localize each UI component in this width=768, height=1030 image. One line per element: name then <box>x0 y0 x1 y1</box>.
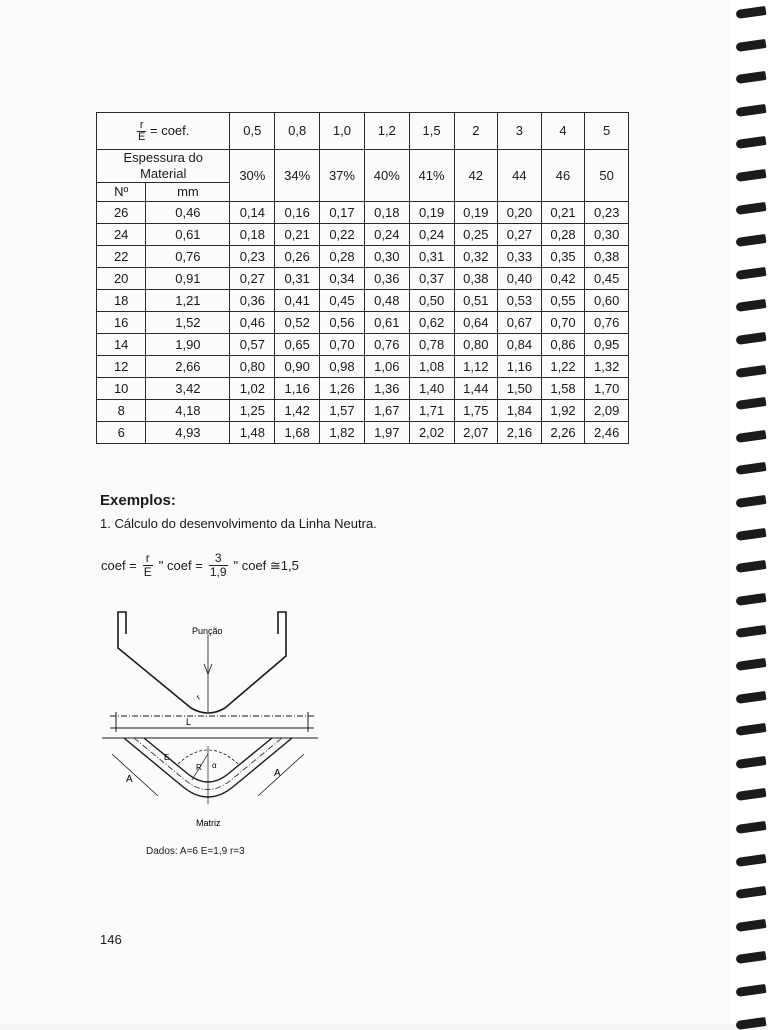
table-cell: 0,78 <box>409 334 454 356</box>
table-cell: 0,50 <box>409 290 454 312</box>
formula-fraction-2 <box>209 552 228 579</box>
table-cell: 0,45 <box>320 290 365 312</box>
table-cell: 0,14 <box>230 202 275 224</box>
big-radius-label: R <box>196 763 202 772</box>
spiral-coil <box>736 691 767 704</box>
table-cell: 0,45 <box>585 268 629 290</box>
table-cell: 0,38 <box>585 246 629 268</box>
percent-value: 50 <box>585 150 629 202</box>
spiral-coil <box>736 267 767 280</box>
ratio-value: 0,8 <box>275 113 320 150</box>
table-cell: 1,32 <box>585 356 629 378</box>
table-cell: 0,55 <box>541 290 585 312</box>
table-cell: 2,46 <box>585 422 629 444</box>
table-cell: 1,42 <box>275 400 320 422</box>
thickness-label: E <box>164 753 170 762</box>
punch-radius-label: r <box>194 692 203 702</box>
table-cell: 0,56 <box>320 312 365 334</box>
table-cell: 0,19 <box>454 202 498 224</box>
table-cell: 0,30 <box>585 224 629 246</box>
alpha-label: α <box>212 761 217 770</box>
table-cell: 0,41 <box>275 290 320 312</box>
spiral-coil <box>736 299 767 312</box>
table-cell: 0,20 <box>498 202 542 224</box>
table-cell: 0,80 <box>454 334 498 356</box>
spiral-coil <box>736 234 767 247</box>
table-cell: 1,02 <box>230 378 275 400</box>
table-row <box>97 422 629 444</box>
table-cell: 0,24 <box>364 224 409 246</box>
table-cell: 0,98 <box>320 356 365 378</box>
table-cell: 2,07 <box>454 422 498 444</box>
formula-label-1: coef = <box>101 558 137 573</box>
thickness-mm: 1,21 <box>146 290 230 312</box>
table-cell: 1,44 <box>454 378 498 400</box>
table-cell: 0,23 <box>585 202 629 224</box>
percent-value: 44 <box>498 150 542 202</box>
table-cell: 0,25 <box>454 224 498 246</box>
spiral-coil <box>736 560 767 573</box>
table-cell: 1,08 <box>409 356 454 378</box>
puncao-label: Punção <box>192 626 223 636</box>
table-cell: 1,82 <box>320 422 365 444</box>
ratio-header-row <box>97 113 629 150</box>
table-cell: 1,67 <box>364 400 409 422</box>
table-cell: 0,27 <box>230 268 275 290</box>
spiral-coil <box>736 430 767 443</box>
matriz-label: Matriz <box>196 818 221 828</box>
table-cell: 2,16 <box>498 422 542 444</box>
table-row <box>97 202 629 224</box>
table-cell: 2,09 <box>585 400 629 422</box>
table-cell: 0,46 <box>230 312 275 334</box>
table-cell: 0,53 <box>498 290 542 312</box>
gauge-number: 22 <box>97 246 146 268</box>
spiral-coil <box>736 365 767 378</box>
table-cell: 1,70 <box>585 378 629 400</box>
thickness-mm: 1,52 <box>146 312 230 334</box>
table-cell: 0,67 <box>498 312 542 334</box>
percent-value: 46 <box>541 150 585 202</box>
table-cell: 1,25 <box>230 400 275 422</box>
table-cell: 0,42 <box>541 268 585 290</box>
ratio-value: 2 <box>454 113 498 150</box>
table-row <box>97 224 629 246</box>
spiral-coil <box>736 984 767 997</box>
formula-num-1: r <box>143 552 153 566</box>
table-cell: 0,28 <box>320 246 365 268</box>
table-cell: 0,86 <box>541 334 585 356</box>
material-label-cell <box>97 150 230 183</box>
spiral-coil <box>736 202 767 215</box>
table-cell: 0,18 <box>364 202 409 224</box>
spiral-coil <box>736 104 767 117</box>
table-row <box>97 246 629 268</box>
table-cell: 2,02 <box>409 422 454 444</box>
table-cell: 1,40 <box>409 378 454 400</box>
formula-label-2: " coef = <box>158 558 203 573</box>
ratio-value: 3 <box>498 113 542 150</box>
table-cell: 0,90 <box>275 356 320 378</box>
table-cell: 1,36 <box>364 378 409 400</box>
gauge-number: 12 <box>97 356 146 378</box>
table-cell: 0,60 <box>585 290 629 312</box>
a-right-label: A <box>274 768 281 779</box>
thickness-mm: 4,93 <box>146 422 230 444</box>
table-cell: 0,51 <box>454 290 498 312</box>
table-cell: 1,71 <box>409 400 454 422</box>
table-cell: 0,30 <box>364 246 409 268</box>
spiral-coil <box>736 462 767 475</box>
table-cell: 0,84 <box>498 334 542 356</box>
spiral-coil <box>736 658 767 671</box>
spiral-coil <box>736 495 767 508</box>
bending-diagram <box>96 604 326 836</box>
table-cell: 0,70 <box>541 312 585 334</box>
spiral-coil <box>736 169 767 182</box>
gauge-number: 24 <box>97 224 146 246</box>
column-mm-header: mm <box>146 183 230 202</box>
table-cell: 1,48 <box>230 422 275 444</box>
coefficient-table <box>96 112 629 444</box>
table-row <box>97 378 629 400</box>
table-cell: 1,57 <box>320 400 365 422</box>
percent-value: 37% <box>320 150 365 202</box>
thickness-mm: 2,66 <box>146 356 230 378</box>
material-label-1: Espessura do <box>123 150 203 165</box>
table-cell: 0,23 <box>230 246 275 268</box>
table-cell: 1,16 <box>498 356 542 378</box>
table-cell: 0,61 <box>364 312 409 334</box>
thickness-mm: 4,18 <box>146 400 230 422</box>
table-cell: 0,36 <box>230 290 275 312</box>
table-cell: 0,18 <box>230 224 275 246</box>
table-cell: 0,57 <box>230 334 275 356</box>
ratio-value: 1,2 <box>364 113 409 150</box>
table-cell: 0,37 <box>409 268 454 290</box>
given-data: Dados: A=6 E=1,9 r=3 <box>146 846 245 857</box>
table-cell: 0,35 <box>541 246 585 268</box>
spiral-coil <box>736 951 767 964</box>
table-cell: 0,27 <box>498 224 542 246</box>
thickness-mm: 0,76 <box>146 246 230 268</box>
spiral-coil <box>736 723 767 736</box>
page-number: 146 <box>100 932 122 947</box>
table-cell: 0,76 <box>364 334 409 356</box>
spiral-coil <box>736 919 767 932</box>
formula-den-1: E <box>143 565 152 579</box>
table-cell: 0,76 <box>585 312 629 334</box>
ratio-suffix: = coef. <box>150 122 190 138</box>
percent-value: 40% <box>364 150 409 202</box>
gauge-number: 26 <box>97 202 146 224</box>
table-cell: 1,26 <box>320 378 365 400</box>
table-cell: 1,84 <box>498 400 542 422</box>
spiral-coil <box>736 854 767 867</box>
table-cell: 0,28 <box>541 224 585 246</box>
spiral-coil <box>736 136 767 149</box>
spiral-coil <box>736 397 767 410</box>
ratio-fraction <box>137 120 146 143</box>
table-cell: 0,40 <box>498 268 542 290</box>
ratio-value: 5 <box>585 113 629 150</box>
material-label-2: Material <box>140 166 187 181</box>
thickness-mm: 0,61 <box>146 224 230 246</box>
table-cell: 1,75 <box>454 400 498 422</box>
a-left-label: A <box>126 774 133 785</box>
formula-fraction-1 <box>143 552 153 579</box>
spiral-coil <box>736 528 767 541</box>
spiral-coil <box>736 625 767 638</box>
gauge-number: 6 <box>97 422 146 444</box>
table-cell: 0,31 <box>275 268 320 290</box>
examples-title: Exemplos: <box>100 492 176 509</box>
table-cell: 1,06 <box>364 356 409 378</box>
table-row <box>97 400 629 422</box>
table-cell: 2,26 <box>541 422 585 444</box>
formula-num-2: 3 <box>209 552 228 566</box>
table-cell: 1,22 <box>541 356 585 378</box>
table-cell: 0,95 <box>585 334 629 356</box>
table-cell: 0,33 <box>498 246 542 268</box>
formula-result: " coef ≅1,5 <box>233 557 299 573</box>
table-cell: 0,32 <box>454 246 498 268</box>
ratio-header-cell <box>97 113 230 150</box>
table-cell: 1,92 <box>541 400 585 422</box>
thickness-mm: 3,42 <box>146 378 230 400</box>
table-cell: 0,65 <box>275 334 320 356</box>
thickness-mm: 0,46 <box>146 202 230 224</box>
material-row <box>97 150 629 183</box>
table-row <box>97 290 629 312</box>
spiral-coil <box>736 886 767 899</box>
table-cell: 0,17 <box>320 202 365 224</box>
table-row <box>97 268 629 290</box>
table-cell: 0,62 <box>409 312 454 334</box>
percent-value: 41% <box>409 150 454 202</box>
table-cell: 0,70 <box>320 334 365 356</box>
ratio-den: E <box>138 130 146 143</box>
spiral-coil <box>736 821 767 834</box>
table-cell: 0,24 <box>409 224 454 246</box>
spiral-coil <box>736 788 767 801</box>
example-item-1: 1. Cálculo do desenvolvimento da Linha Neutra. <box>100 516 377 531</box>
spiral-coil <box>736 6 767 19</box>
table-cell: 0,64 <box>454 312 498 334</box>
table-cell: 0,16 <box>275 202 320 224</box>
table-cell: 0,48 <box>364 290 409 312</box>
formula-den-2: 1,9 <box>209 565 227 579</box>
table-cell: 0,31 <box>409 246 454 268</box>
gauge-number: 16 <box>97 312 146 334</box>
ratio-value: 0,5 <box>230 113 275 150</box>
percent-value: 42 <box>454 150 498 202</box>
table-cell: 0,80 <box>230 356 275 378</box>
table-cell: 0,19 <box>409 202 454 224</box>
table-row <box>97 334 629 356</box>
table-cell: 0,52 <box>275 312 320 334</box>
ratio-value: 1,5 <box>409 113 454 150</box>
table-row <box>97 356 629 378</box>
table-cell: 0,38 <box>454 268 498 290</box>
table-cell: 0,22 <box>320 224 365 246</box>
spiral-coil <box>736 332 767 345</box>
table-row <box>97 312 629 334</box>
table-cell: 0,26 <box>275 246 320 268</box>
table-cell: 1,58 <box>541 378 585 400</box>
spiral-binding <box>730 0 768 1024</box>
gauge-number: 8 <box>97 400 146 422</box>
spiral-coil <box>736 593 767 606</box>
table-cell: 0,21 <box>275 224 320 246</box>
spiral-coil <box>736 756 767 769</box>
thickness-mm: 1,90 <box>146 334 230 356</box>
ratio-value: 4 <box>541 113 585 150</box>
spiral-coil <box>736 39 767 52</box>
table-cell: 1,97 <box>364 422 409 444</box>
gauge-number: 14 <box>97 334 146 356</box>
table-cell: 1,16 <box>275 378 320 400</box>
percent-value: 30% <box>230 150 275 202</box>
length-label: L <box>186 717 192 727</box>
gauge-number: 10 <box>97 378 146 400</box>
gauge-number: 20 <box>97 268 146 290</box>
spiral-coil <box>736 71 767 84</box>
ratio-value: 1,0 <box>320 113 365 150</box>
percent-value: 34% <box>275 150 320 202</box>
table-cell: 1,12 <box>454 356 498 378</box>
table-cell: 0,36 <box>364 268 409 290</box>
ratio-num: r <box>137 120 146 132</box>
table-cell: 1,50 <box>498 378 542 400</box>
column-no-header: Nº <box>97 183 146 202</box>
table-cell: 0,34 <box>320 268 365 290</box>
gauge-number: 18 <box>97 290 146 312</box>
table-cell: 1,68 <box>275 422 320 444</box>
thickness-mm: 0,91 <box>146 268 230 290</box>
spiral-coil <box>736 1017 767 1030</box>
coef-formula <box>101 552 299 579</box>
table-cell: 0,21 <box>541 202 585 224</box>
